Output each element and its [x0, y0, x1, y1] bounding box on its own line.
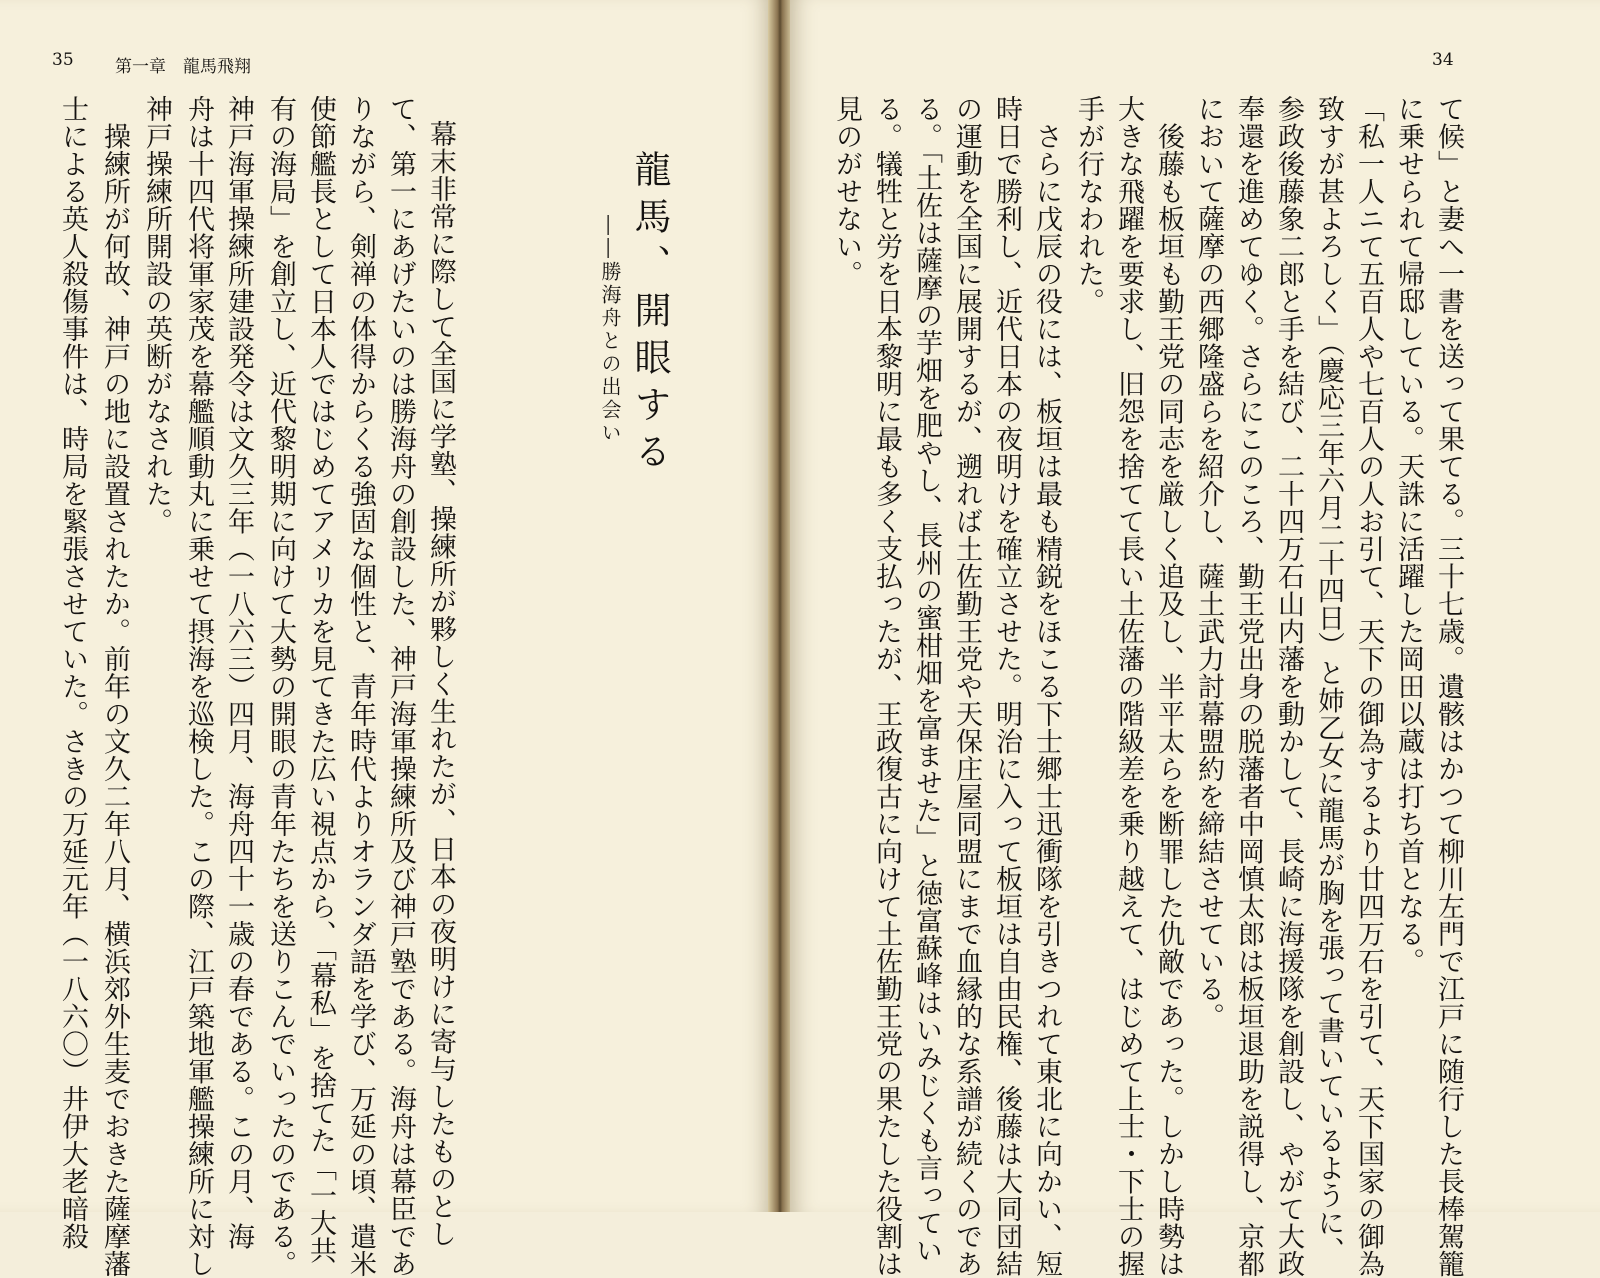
section-title: 龍馬、開眼する — [628, 150, 671, 479]
text-line: 士による英人殺傷事件は、時局を緊張させていた。さきの万延元年（一八六〇）井伊大老暗殺 — [57, 95, 88, 1250]
running-header: 第一章 龍馬飛翔 — [115, 57, 251, 77]
text-line: 手が行なわれた。 — [1073, 95, 1104, 315]
text-line: 奉還を進めてゆく。さらにこのころ、勤王党出身の脱藩者中岡慎太郎は板垣退助を説得し、京都 — [1233, 95, 1264, 1278]
text-line: 舟は十四代将軍家茂を幕艦順動丸に乗せて摂海を巡検した。この際、江戸築地軍艦操練所に対し — [183, 95, 214, 1278]
text-line: の運動を全国に展開するが、遡れば土佐勤王党や天保庄屋同盟にまで血縁的な系譜が続くのであ — [951, 95, 982, 1278]
text-line: て候」と妻へ一書を送って果てる。三十七歳。遺骸はかつて柳川左門で江戸に随行した長棒駕籠 — [1433, 95, 1464, 1278]
text-line: りながら、剣禅の体得からくる強固な個性と、青年時代よりオランダ語を学び、万延の頃、遣米 — [345, 95, 376, 1278]
text-line: 「私一人ニて五百人や七百人の人お引て、天下の御為するより廿四万石を引て、天下国家の御為 — [1353, 95, 1384, 1278]
text-line: て、第一にあげたいのは勝海舟の創設した、神戸海軍操練所及び神戸塾である。海舟は幕臣であ — [385, 95, 416, 1278]
text-line: 神戸操練所開設の英断がなされた。 — [141, 95, 172, 535]
right-page — [790, 0, 1600, 1278]
text-line: 後藤も板垣も勤王党の同志を厳しく追及し、半平太らを断罪した仇敵であった。しかし時勢は — [1153, 95, 1184, 1278]
page-number-right: 34 — [1432, 50, 1454, 70]
section-subtitle: ――勝海舟との出会い — [598, 215, 622, 445]
book-gutter — [768, 0, 792, 1212]
page-number-left: 35 — [52, 50, 74, 70]
text-line: 見のがせない。 — [831, 95, 862, 288]
text-line: 大きな飛躍を要求し、旧怨を捨てて長い土佐藩の階級差を乗り越えて、はじめて上士・下士の握 — [1113, 95, 1144, 1278]
text-line: さらに戊辰の役には、板垣は最も精鋭をほこる下士郷士迅衝隊を引きつれて東北に向かい、短 — [1031, 95, 1062, 1278]
left-page — [0, 0, 770, 1278]
text-line: 使節艦長として日本人ではじめてアメリカを見てきた広い視点から、「幕私」を捨てた「一大共 — [305, 95, 336, 1264]
text-line: において薩摩の西郷隆盛らを紹介し、薩土武力討幕盟約を締結させている。 — [1193, 95, 1224, 1030]
text-line: 神戸海軍操練所建設発令は文久三年（一八六三）四月、海舟四十一歳の春である。この月、海 — [223, 95, 254, 1250]
text-line: 操練所が何故、神戸の地に設置されたか。前年の文久二年八月、横浜郊外生麦でおきた薩摩藩 — [99, 95, 130, 1278]
text-line: 有の海局」を創立し、近代黎明期に向けて大勢の開眼の青年たちを送りこんでいったのである。 — [265, 95, 296, 1278]
text-line: 致すが甚よろしく」（慶応三年六月二十四日）と姉乙女に龍馬が胸を張って書いているように、 — [1313, 95, 1344, 1264]
text-line: る。「土佐は薩摩の芋畑を肥やし、長州の蜜柑畑を富ませた」と徳富蘇峰はいみじくも言ってい — [911, 95, 942, 1264]
text-line: 時日で勝利し、近代日本の夜明けを確立させた。明治に入って板垣は自由民権、後藤は大同団結 — [991, 95, 1022, 1278]
text-line: 幕末非常に際して全国に学塾、操練所が夥しく生れたが、日本の夜明けに寄与したものとし — [425, 120, 456, 1248]
text-line: に乗せられて帰邸している。天誅に活躍した岡田以蔵は打ち首となる。 — [1393, 95, 1424, 975]
text-line: る。犠牲と労を日本黎明に最も多く支払ったが、王政復古に向けて土佐勤王党の果たした役割は — [871, 95, 902, 1278]
text-line: 参政後藤象二郎と手を結び、二十四万石山内藩を動かして、長崎に海援隊を創設し、やがて大政 — [1273, 95, 1304, 1278]
